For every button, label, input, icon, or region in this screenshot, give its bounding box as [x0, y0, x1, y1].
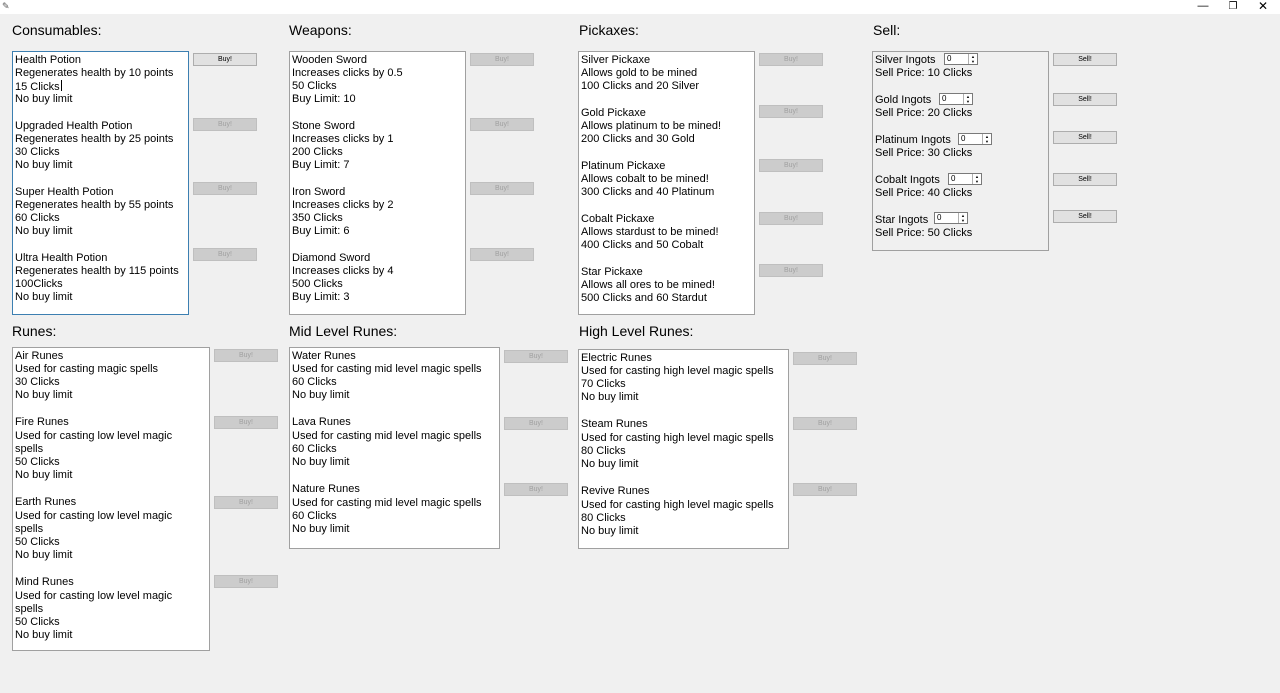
- item-cost: 30 Clicks: [15, 146, 60, 158]
- item-cost: 60 Clicks: [292, 376, 337, 388]
- buy-lava-runes-button[interactable]: Buy!: [504, 417, 568, 430]
- item-desc: Regenerates health by 25 points: [15, 133, 174, 145]
- pickaxes-textbox[interactable]: [578, 51, 755, 315]
- buy-stone-sword-button[interactable]: Buy!: [470, 118, 534, 131]
- ingot-price: Sell Price: 20 Clicks: [875, 107, 973, 119]
- item-cost: 60 Clicks: [15, 212, 60, 224]
- item-name: Water Runes: [292, 350, 356, 362]
- buy-electric-runes-button[interactable]: Buy!: [793, 352, 857, 365]
- sell-gold-ingots-button[interactable]: Sell!: [1053, 93, 1117, 106]
- platinum-ingots-quantity-input[interactable]: [958, 133, 992, 145]
- item-cost: 15 Clicks: [15, 81, 60, 93]
- buy-diamond-sword-button[interactable]: Buy!: [470, 248, 534, 261]
- item-name: Iron Sword: [292, 186, 346, 198]
- item-limit: No buy limit: [15, 291, 73, 303]
- minimize-button[interactable]: —: [1197, 0, 1209, 12]
- item-cost: 60 Clicks: [292, 443, 337, 455]
- item-name: Stone Sword: [292, 120, 355, 132]
- item-limit: No buy limit: [15, 93, 73, 105]
- item-cost: 60 Clicks: [292, 510, 337, 522]
- item-cost: 80 Clicks: [581, 445, 626, 457]
- item-name: Star Pickaxe: [581, 266, 643, 278]
- item-limit: No buy limit: [15, 469, 73, 481]
- item-cost: 50 Clicks: [15, 616, 60, 628]
- buy-upgraded-health-potion-button[interactable]: Buy!: [193, 118, 257, 131]
- ingot-name: Gold Ingots: [875, 94, 932, 106]
- buy-star-pickaxe-button[interactable]: Buy!: [759, 264, 823, 277]
- buy-revive-runes-button[interactable]: Buy!: [793, 483, 857, 496]
- item-desc: Regenerates health by 10 points: [15, 67, 174, 79]
- item-desc: Increases clicks by 0.5: [292, 67, 403, 79]
- item-desc: Used for casting high level magic spells: [581, 432, 774, 444]
- item-cost: 350 Clicks: [292, 212, 343, 224]
- high-runes-textbox[interactable]: [578, 349, 789, 549]
- item-cost: 50 Clicks: [15, 456, 60, 468]
- cobalt-ingots-quantity-input[interactable]: [948, 173, 982, 185]
- item-desc: Allows all ores to be mined!: [581, 279, 715, 291]
- item-cost: 500 Clicks: [292, 278, 343, 290]
- runes-textbox[interactable]: [12, 347, 210, 651]
- ingot-price: Sell Price: 30 Clicks: [875, 147, 973, 159]
- item-limit: No buy limit: [581, 525, 639, 537]
- buy-fire-runes-button[interactable]: Buy!: [214, 416, 278, 429]
- restore-button[interactable]: ❐: [1228, 1, 1238, 12]
- item-name: Earth Runes: [15, 496, 77, 508]
- buy-platinum-pickaxe-button[interactable]: Buy!: [759, 159, 823, 172]
- runes-heading: Runes:: [12, 323, 57, 339]
- gold-ingots-quantity-input[interactable]: [939, 93, 973, 105]
- app-icon: ✎: [2, 1, 10, 11]
- item-cost: 100Clicks: [15, 278, 63, 290]
- item-name: Nature Runes: [292, 483, 360, 495]
- ingot-price: Sell Price: 40 Clicks: [875, 187, 973, 199]
- buy-nature-runes-button[interactable]: Buy!: [504, 483, 568, 496]
- buy-iron-sword-button[interactable]: Buy!: [470, 182, 534, 195]
- buy-steam-runes-button[interactable]: Buy!: [793, 417, 857, 430]
- item-desc: Allows gold to be mined: [581, 67, 698, 79]
- buy-mind-runes-button[interactable]: Buy!: [214, 575, 278, 588]
- mid-runes-textbox[interactable]: [289, 347, 500, 549]
- item-limit: Buy Limit: 7: [292, 159, 350, 171]
- item-limit: No buy limit: [15, 225, 73, 237]
- spin-down-icon[interactable]: ▼: [971, 59, 975, 64]
- spin-arrows[interactable]: [982, 134, 991, 144]
- item-limit: No buy limit: [581, 458, 639, 470]
- consumables-textbox[interactable]: [12, 51, 189, 315]
- item-desc: Regenerates health by 115 points: [15, 265, 179, 277]
- item-desc: Regenerates health by 55 points: [15, 199, 174, 211]
- item-desc: Increases clicks by 1: [292, 133, 394, 145]
- title-bar: [0, 0, 1280, 14]
- sell-heading: Sell:: [873, 22, 901, 38]
- item-desc: Used for casting high level magic spells: [581, 365, 774, 377]
- spin-value: 0: [937, 213, 942, 222]
- spin-arrows[interactable]: [972, 174, 981, 184]
- spin-up-icon[interactable]: ▲: [966, 94, 970, 99]
- item-name: Platinum Pickaxe: [581, 160, 666, 172]
- item-desc: Used for casting low level magic: [15, 510, 173, 522]
- item-desc: Increases clicks by 2: [292, 199, 394, 211]
- item-name: Wooden Sword: [292, 54, 368, 66]
- ingot-price: Sell Price: 10 Clicks: [875, 67, 973, 79]
- item-limit: Buy Limit: 3: [292, 291, 350, 303]
- item-cost: 300 Clicks and 40 Platinum: [581, 186, 715, 198]
- item-desc: Used for casting magic spells: [15, 363, 159, 375]
- ingot-name: Cobalt Ingots: [875, 174, 940, 186]
- item-name: Health Potion: [15, 54, 82, 66]
- spin-arrows[interactable]: [958, 213, 967, 223]
- item-desc: Allows cobalt to be mined!: [581, 173, 709, 185]
- item-desc: Increases clicks by 4: [292, 265, 394, 277]
- ingot-name: Silver Ingots: [875, 54, 936, 66]
- buy-wooden-sword-button[interactable]: Buy!: [470, 53, 534, 66]
- item-name: Ultra Health Potion: [15, 252, 108, 264]
- item-limit: No buy limit: [15, 549, 73, 561]
- item-name: Revive Runes: [581, 485, 650, 497]
- pickaxes-heading: Pickaxes:: [579, 22, 639, 38]
- item-desc-cont: spells: [15, 443, 44, 455]
- item-name: Steam Runes: [581, 418, 648, 430]
- item-cost: 400 Clicks and 50 Cobalt: [581, 239, 704, 251]
- buy-cobalt-pickaxe-button[interactable]: Buy!: [759, 212, 823, 225]
- weapons-textbox[interactable]: [289, 51, 466, 315]
- item-name: Lava Runes: [292, 416, 351, 428]
- spin-value: 0: [951, 174, 956, 183]
- item-limit: No buy limit: [15, 629, 73, 641]
- item-limit: No buy limit: [15, 159, 73, 171]
- item-name: Upgraded Health Potion: [15, 120, 133, 132]
- ingot-name: Star Ingots: [875, 214, 929, 226]
- item-name: Air Runes: [15, 350, 64, 362]
- item-cost: 50 Clicks: [15, 536, 60, 548]
- spin-up-icon[interactable]: ▲: [975, 174, 979, 179]
- item-name: Fire Runes: [15, 416, 69, 428]
- item-cost: 200 Clicks: [292, 146, 343, 158]
- item-name: Diamond Sword: [292, 252, 371, 264]
- item-desc: Used for casting mid level magic spells: [292, 497, 482, 509]
- item-desc: Used for casting low level magic: [15, 590, 173, 602]
- item-name: Cobalt Pickaxe: [581, 213, 655, 225]
- item-cost: 30 Clicks: [15, 376, 60, 388]
- item-desc: Used for casting mid level magic spells: [292, 430, 482, 442]
- item-desc: Used for casting mid level magic spells: [292, 363, 482, 375]
- buy-gold-pickaxe-button[interactable]: Buy!: [759, 105, 823, 118]
- mid-runes-heading: Mid Level Runes:: [289, 323, 398, 339]
- buy-earth-runes-button[interactable]: Buy!: [214, 496, 278, 509]
- star-ingots-quantity-input[interactable]: [934, 212, 968, 224]
- spin-value: 0: [947, 54, 952, 63]
- buy-air-runes-button[interactable]: Buy!: [214, 349, 278, 362]
- buy-silver-pickaxe-button[interactable]: Buy!: [759, 53, 823, 66]
- item-limit: No buy limit: [292, 523, 350, 535]
- item-limit: Buy Limit: 10: [292, 93, 356, 105]
- sell-cobalt-ingots-button[interactable]: Sell!: [1053, 173, 1117, 186]
- item-cost: 100 Clicks and 20 Silver: [581, 80, 700, 92]
- sell-star-ingots-button[interactable]: Sell!: [1053, 210, 1117, 223]
- item-desc: Allows stardust to be mined!: [581, 226, 719, 238]
- sell-platinum-ingots-button[interactable]: Sell!: [1053, 131, 1117, 144]
- item-cost: 200 Clicks and 30 Gold: [581, 133, 695, 145]
- item-limit: No buy limit: [581, 391, 639, 403]
- item-desc: Used for casting high level magic spells: [581, 499, 774, 511]
- item-name: Silver Pickaxe: [581, 54, 651, 66]
- weapons-heading: Weapons:: [289, 22, 352, 38]
- spin-down-icon[interactable]: ▼: [961, 218, 965, 223]
- silver-ingots-quantity-input[interactable]: [944, 53, 978, 65]
- buy-health-potion-button[interactable]: Buy!: [193, 53, 257, 66]
- spin-down-icon[interactable]: ▼: [985, 139, 989, 144]
- buy-water-runes-button[interactable]: Buy!: [504, 350, 568, 363]
- item-name: Gold Pickaxe: [581, 107, 646, 119]
- item-cost: 500 Clicks and 60 Stardut: [581, 292, 707, 304]
- spin-arrows[interactable]: [963, 94, 972, 104]
- text-caret: [61, 80, 62, 91]
- buy-super-health-potion-button[interactable]: Buy!: [193, 182, 257, 195]
- ingot-name: Platinum Ingots: [875, 134, 951, 146]
- item-name: Electric Runes: [581, 352, 652, 364]
- item-desc: Allows platinum to be mined!: [581, 120, 722, 132]
- item-desc: Used for casting low level magic: [15, 430, 173, 442]
- sell-silver-ingots-button[interactable]: Sell!: [1053, 53, 1117, 66]
- high-runes-heading: High Level Runes:: [579, 323, 694, 339]
- spin-down-icon[interactable]: ▼: [975, 179, 979, 184]
- item-limit: No buy limit: [15, 389, 73, 401]
- item-limit: No buy limit: [292, 456, 350, 468]
- spin-up-icon[interactable]: ▲: [961, 213, 965, 218]
- item-cost: 80 Clicks: [581, 512, 626, 524]
- item-desc-cont: spells: [15, 603, 44, 615]
- spin-value: 0: [961, 134, 966, 143]
- consumables-heading: Consumables:: [12, 22, 102, 38]
- close-button[interactable]: ✕: [1257, 0, 1269, 13]
- item-limit: No buy limit: [292, 389, 350, 401]
- ingot-price: Sell Price: 50 Clicks: [875, 227, 973, 239]
- spin-up-icon[interactable]: ▲: [985, 134, 989, 139]
- buy-ultra-health-potion-button[interactable]: Buy!: [193, 248, 257, 261]
- item-cost: 70 Clicks: [581, 378, 626, 390]
- spin-arrows[interactable]: [968, 54, 977, 64]
- item-limit: Buy Limit: 6: [292, 225, 350, 237]
- item-name: Mind Runes: [15, 576, 74, 588]
- item-cost: 50 Clicks: [292, 80, 337, 92]
- spin-down-icon[interactable]: ▼: [966, 99, 970, 104]
- item-desc-cont: spells: [15, 523, 44, 535]
- spin-up-icon[interactable]: ▲: [971, 54, 975, 59]
- spin-value: 0: [942, 94, 947, 103]
- item-name: Super Health Potion: [15, 186, 114, 198]
